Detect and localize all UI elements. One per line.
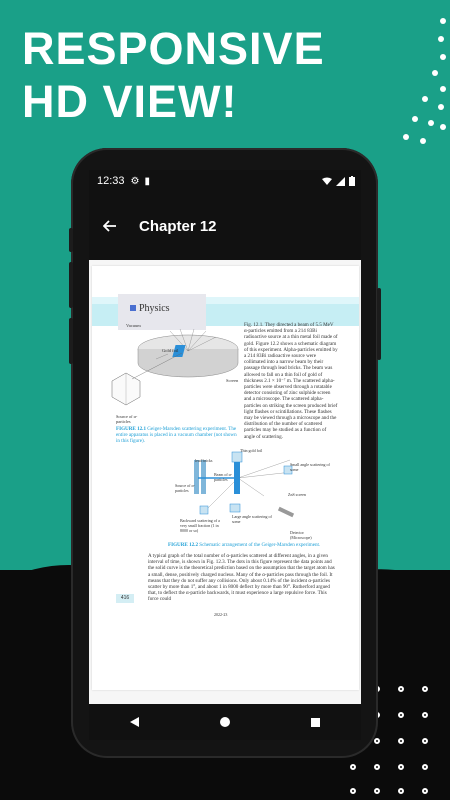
label-source: Source of α-particles	[116, 414, 138, 424]
page-footer: 2022-23	[214, 612, 228, 617]
phone-screen	[89, 170, 361, 740]
promo-headline	[22, 22, 325, 128]
status-bar	[89, 170, 361, 192]
phone-power-button	[377, 288, 381, 360]
label-backward: Backward scattering of a very small fraction (1 in 8000 or so)	[180, 518, 220, 533]
headline-line-1: RESPONSIVE	[22, 23, 325, 74]
label-small-angle: Small angle scattering of some	[290, 462, 330, 472]
sd-card-icon: ▮	[144, 175, 151, 187]
label-gold-foil: Gold foil	[162, 348, 179, 353]
app-bar	[89, 192, 361, 260]
label-thin-gold-foil: Thin gold foil	[240, 448, 263, 453]
page-number: 416	[116, 594, 134, 603]
label-zns-screen: ZnS screen	[288, 492, 306, 497]
phone-volume-down	[69, 318, 73, 364]
gear-icon: ⚙	[130, 175, 140, 187]
nav-bar	[89, 704, 361, 740]
label-vacuum: Vacuum	[126, 323, 141, 328]
signal-icon	[336, 177, 345, 186]
label-large-angle: Large angle scattering of some	[232, 514, 272, 524]
pdf-viewer[interactable]	[89, 260, 361, 704]
battery-icon	[349, 176, 355, 186]
right-column-text: Fig. 12.1. They directed a beam of 5.5 MeV α-particles emitted from a 214 83Bi radioactive source at a thin metal foil made of gold. Figure 12.2 shows a schematic diagram of this experiment. Alpha-particles emitted by a 214 83Bi radioactive source were collimated into a narrow beam by their passage through lead bricks. The beam was allowed to fall on a thin foil of gold of thickness 2.1 × 10⁻⁷ m. The scattered alpha-particles were observed through a rotatable detector consisting of zinc sulphide screen and a microscope. The scattered alpha-particles on striking the screen produced brief light flashes or scintillations. These flashes may be viewed through a microscope and the distribution of the number of scattered particles may be studied as a function of angle of scattering.	[244, 322, 338, 440]
subject-label: Physics	[130, 303, 170, 314]
label-detector: Detector (Microscope)	[290, 530, 312, 540]
arrow-left-icon[interactable]	[93, 216, 127, 237]
back-triangle-icon[interactable]	[119, 715, 149, 730]
headline-line-2: HD VIEW!	[22, 76, 238, 127]
figure-12-1-diagram	[98, 321, 244, 423]
label-beam: Beam of α-particles	[214, 472, 233, 482]
status-time: 12:33	[97, 175, 125, 187]
home-circle-icon[interactable]	[210, 715, 240, 730]
label-source-2: Source of α-particles	[175, 483, 195, 493]
figure-12-1-caption: FIGURE 12.1 Geiger-Marsden scattering experiment. The entire apparatus is placed in a vacuum chamber (not shown in this figure).	[116, 426, 237, 444]
recents-square-icon[interactable]	[301, 715, 331, 730]
phone-side-button	[69, 228, 73, 252]
wifi-icon	[322, 177, 332, 186]
pdf-page	[92, 266, 359, 690]
figure-12-2-caption: FIGURE 12.2 Schematic arrangement of the Geiger-Marsden experiment.	[168, 542, 321, 548]
label-lead-bricks: lead bricks	[195, 458, 213, 463]
phone-volume-up	[69, 262, 73, 308]
bottom-paragraph: A typical graph of the total number of α-particles scattered at different angles, in a given interval of time, is shown in Fig. 12.3. The dots in this figure represent the data points and the solid curve is the theoretical prediction based on the assumption that the target atom has a small, dense, positively charged nucleus. Many of the α-particles pass through the foil. It means that they do not suffer any collisions. Only about 0.14% of the incident α-particles scatter by more than 1°, and about 1 in 8000 deflect by more than 90°. Rutherford argued that, to deflect the α-particle backwards, it must experience a large repulsive force. This force could	[148, 553, 335, 603]
label-screen: Screen	[226, 378, 239, 383]
chapter-title: Chapter 12	[139, 217, 217, 235]
